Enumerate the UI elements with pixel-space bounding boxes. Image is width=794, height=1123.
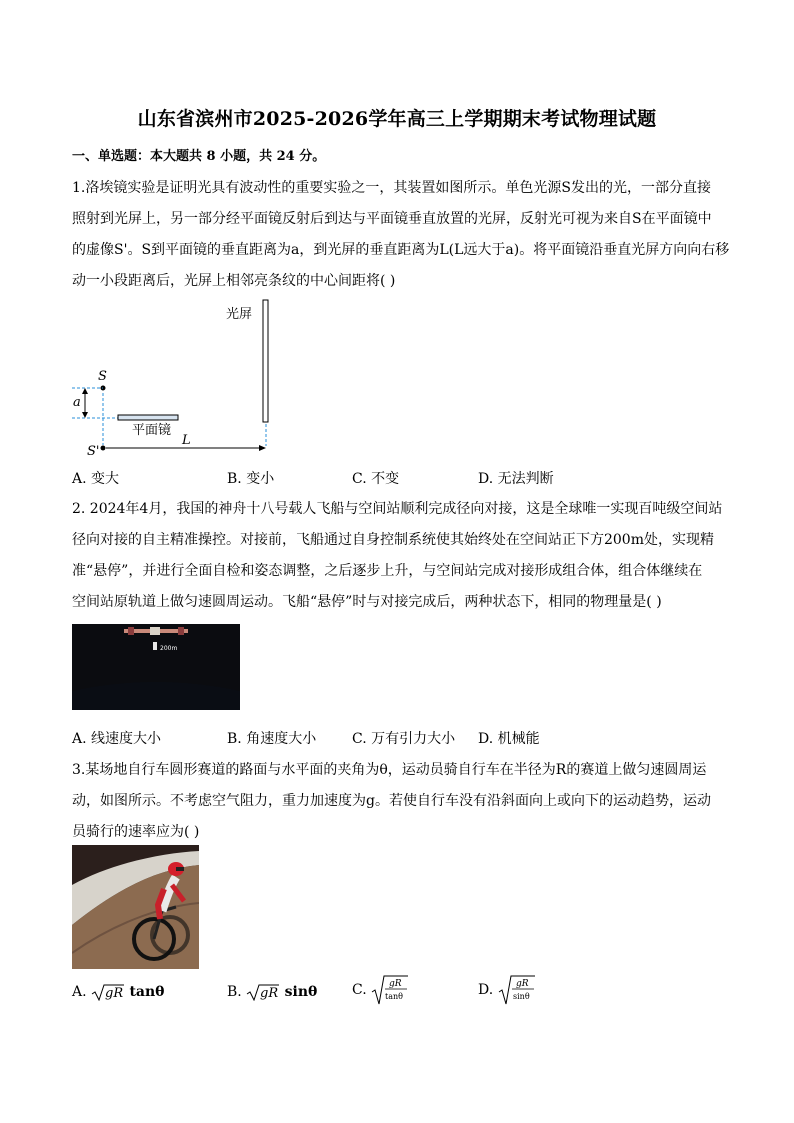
q3-option-b: [227, 983, 317, 1001]
mirror-label: 平面镜: [132, 423, 172, 438]
L-label: L: [182, 433, 191, 448]
q3-line-3: 员骑行的速率应为( ): [72, 824, 200, 840]
q2-option-d: D. 机械能: [478, 731, 540, 747]
q1-line-2: 照射到光屏上，另一部分经平面镜反射后到达与平面镜垂直放置的光屏，反射光可视为来自S在平面镜中: [72, 211, 712, 227]
svg-text:gR: gR: [389, 979, 402, 989]
sqrt-fraction: [371, 974, 409, 1006]
q2-option-a: A. 线速度大小: [72, 731, 162, 747]
image-point: [101, 446, 106, 451]
q3-option-c: [352, 974, 409, 1006]
q2-line-4: 空间站原轨道上做匀速圆周运动。飞船“悬停”时与对接完成后，两种状态下，相同的物理量是( ): [72, 594, 662, 610]
svg-text:gR: gR: [515, 979, 529, 989]
q3-option-d: [478, 974, 536, 1006]
svg-text:gR: gR: [260, 986, 279, 1001]
q1-line-3: 的虚像S'。S到平面镜的垂直距离为a，到光屏的垂直距离为L(L远大于a)。将平面镜沿垂直光屏方向向右移: [72, 242, 730, 258]
q2-option-c: C. 万有引力大小: [352, 731, 456, 747]
sqrt-fraction: [498, 974, 536, 1006]
light-screen: [263, 300, 268, 422]
q3-option-d-letter: D.: [478, 982, 494, 998]
cyclist-photo: [72, 845, 199, 969]
q1-option-b: B. 变小: [227, 471, 275, 487]
spacecraft-docking-photo: [72, 624, 240, 710]
q3-option-a-letter: A.: [72, 984, 87, 1000]
q2-option-b: B. 角速度大小: [227, 731, 317, 747]
q1-line-4: 动一小段距离后，光屏上相邻亮条纹的中心间距将( ): [72, 273, 396, 289]
distance-label: 200m: [160, 645, 178, 652]
q3-option-a: [72, 983, 165, 1001]
section-heading: 一、单选题：本大题共 8 小题，共 24 分。: [72, 149, 326, 164]
plane-mirror: [118, 415, 178, 420]
q1-option-d: D. 无法判断: [478, 471, 554, 487]
q1-option-c: C. 不变: [352, 471, 400, 487]
q2-line-2: 径向对接的自主精准操控。对接前，飞船通过自身控制系统使其始终处在空间站正下方200m处，实现精: [72, 532, 714, 548]
q3-option-b-letter: B.: [227, 984, 242, 1000]
q2-line-3: 准“悬停”，并进行全面自检和姿态调整，之后逐步上升，与空间站完成对接形成组合体，组合体继续在: [72, 563, 703, 579]
q3-line-2: 动，如图所示。不考虑空气阻力，重力加速度为g。若使自行车没有沿斜面向上或向下的运动趋势，运动: [72, 793, 711, 809]
q3-line-1: 3.某场地自行车圆形赛道的路面与水平面的夹角为θ，运动员骑自行车在半径为R的赛道上做匀速圆周运: [72, 762, 707, 778]
q3-option-b-func: sinθ: [284, 984, 318, 1000]
page-title: 山东省滨州市2025-2026学年高三上学期期末考试物理试题: [137, 108, 657, 130]
lloyd-mirror-diagram: [70, 298, 290, 463]
source-label: S: [98, 369, 107, 384]
q1-line-1: 1.洛埃镜实验是证明光具有波动性的重要实验之一，其装置如图所示。单色光源S发出的光，一部分直接: [72, 180, 711, 196]
svg-text:sinθ: sinθ: [512, 992, 530, 1001]
spacecraft: [153, 642, 157, 650]
sqrt-sign: [91, 983, 125, 1001]
svg-text:tanθ: tanθ: [385, 992, 404, 1001]
image-label: S': [87, 444, 100, 459]
a-label: a: [73, 395, 81, 410]
q2-line-1: 2. 2024年4月，我国的神舟十八号载人飞船与空间站顺利完成径向对接，这是全球唯一实现百吨级空间站: [72, 501, 723, 517]
q3-option-c-letter: C.: [352, 982, 367, 998]
screen-label: 光屏: [226, 307, 253, 322]
svg-text:gR: gR: [105, 986, 124, 1001]
q1-option-a: A. 变大: [72, 471, 120, 487]
q3-option-a-func: tanθ: [129, 984, 165, 1000]
sqrt-sign: [246, 983, 280, 1001]
